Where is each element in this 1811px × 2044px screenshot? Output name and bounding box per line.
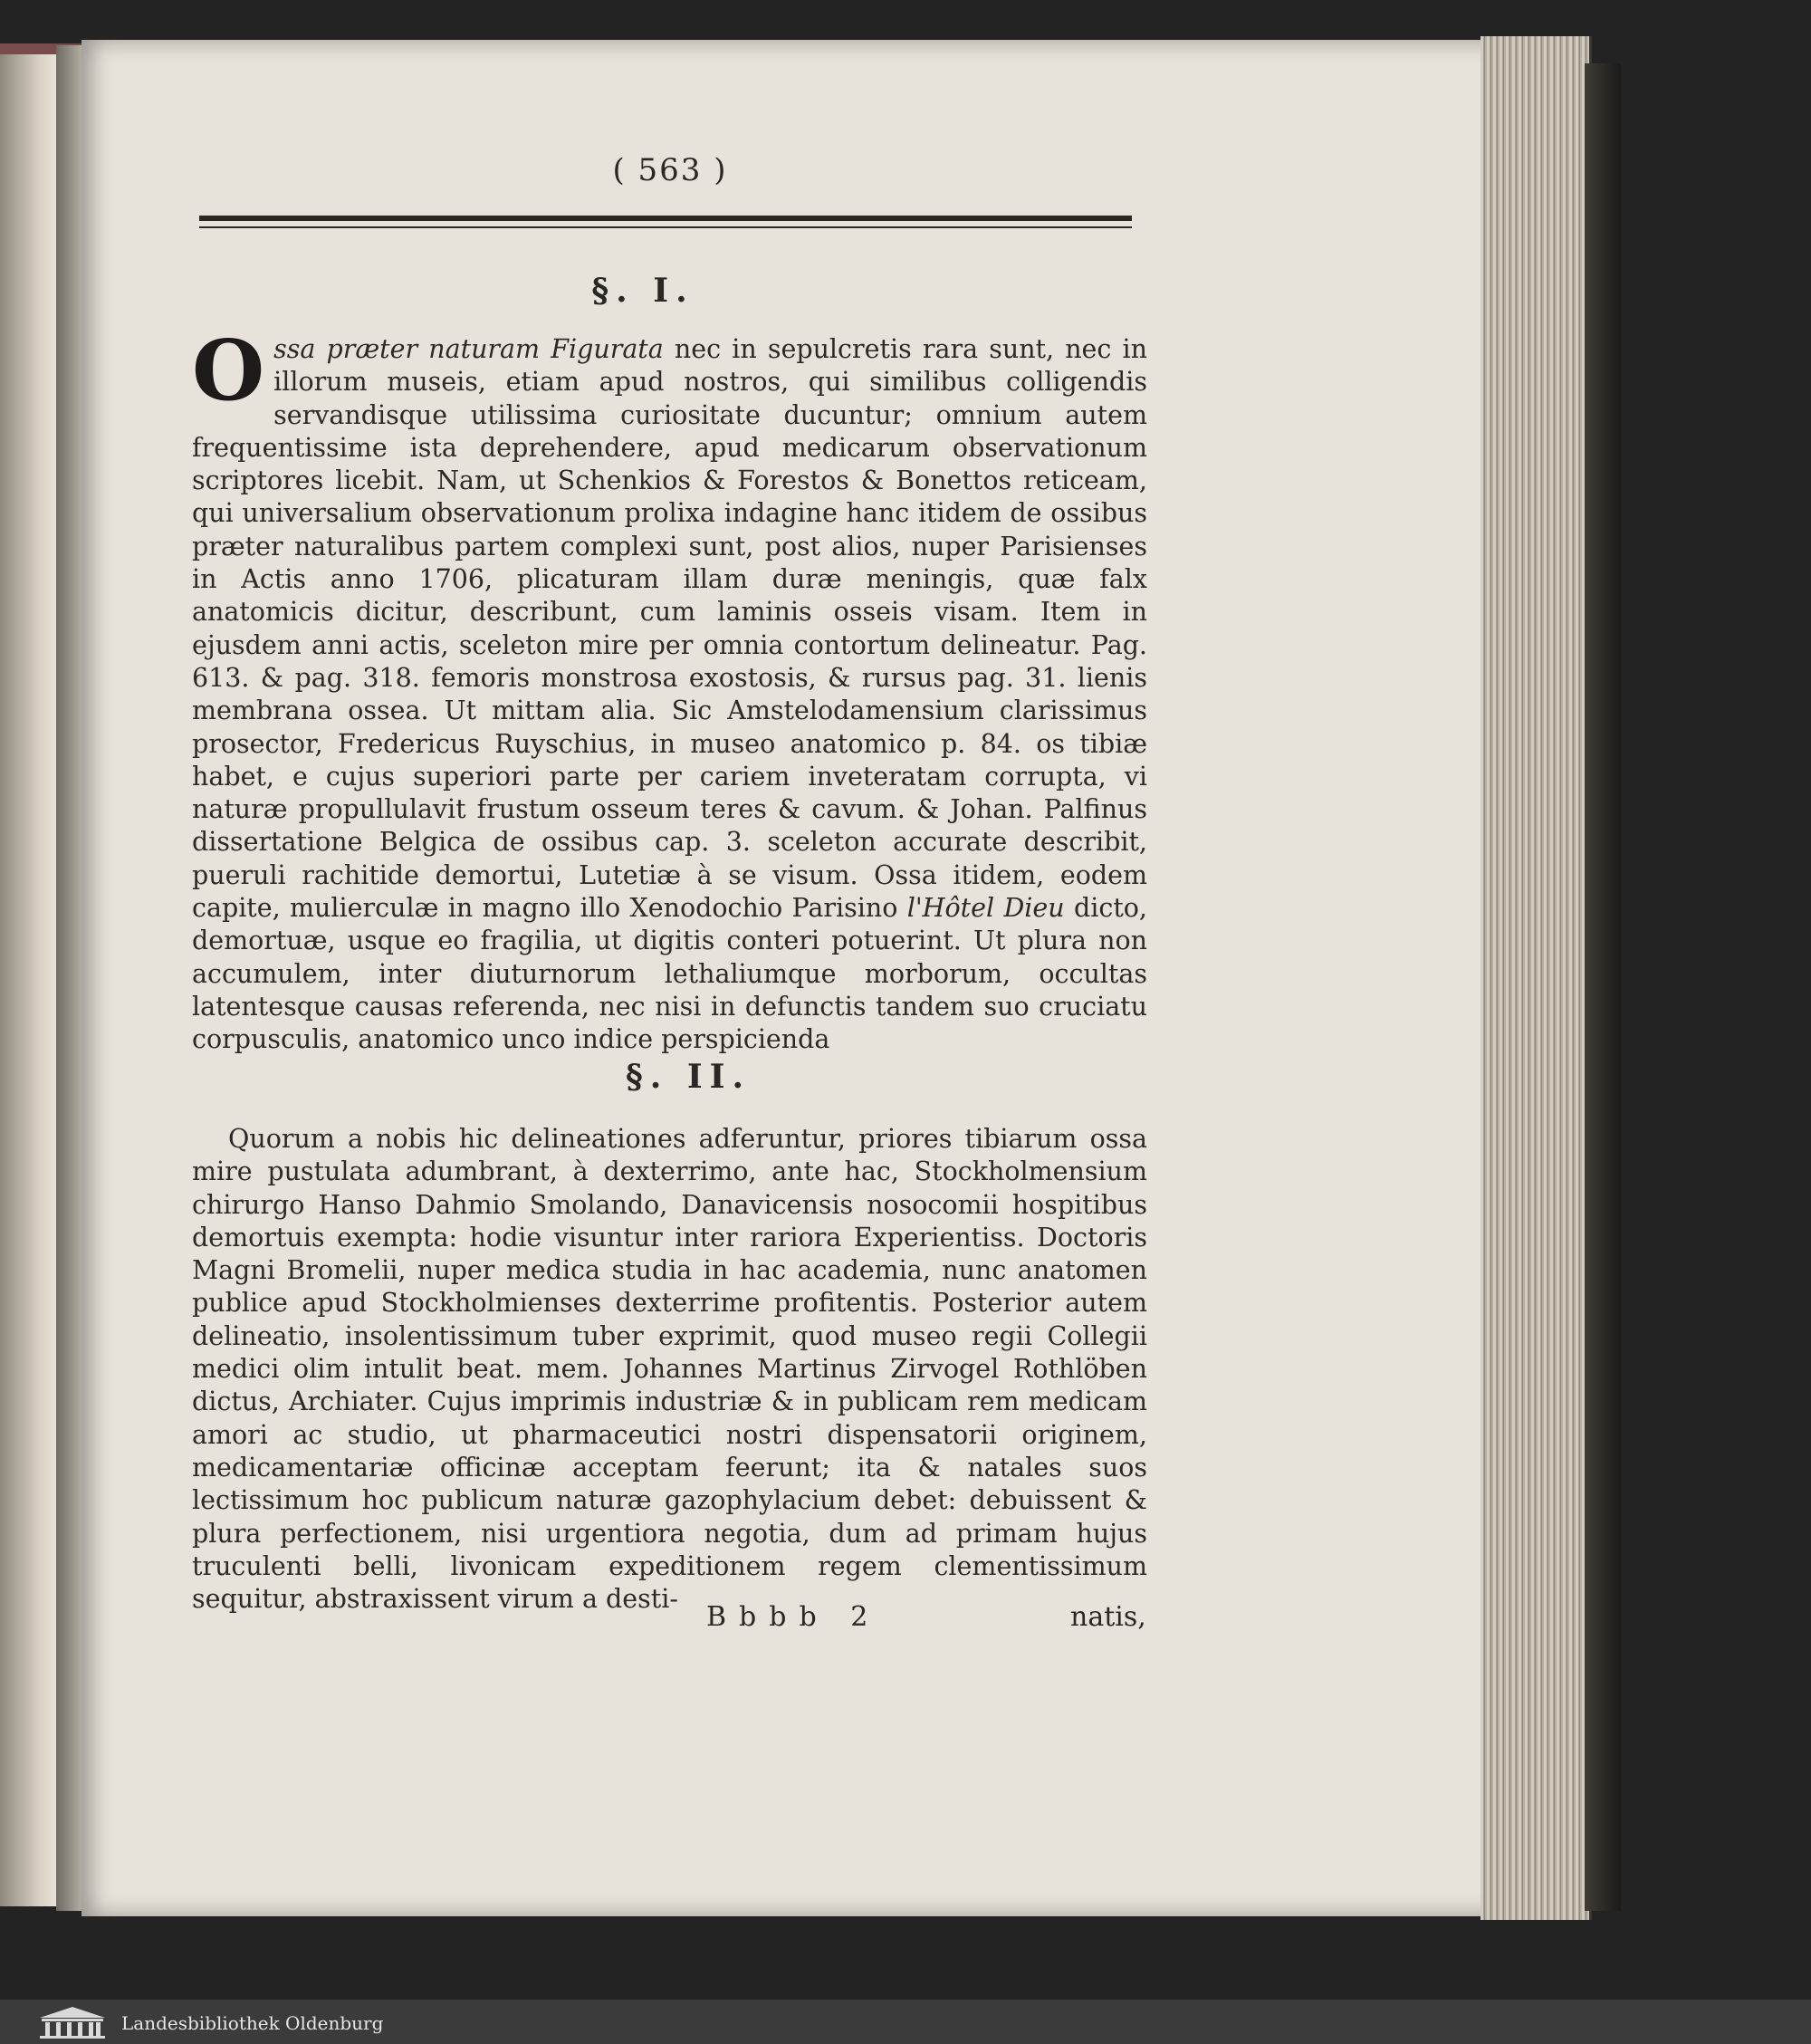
section-1-paragraph xyxy=(192,321,1147,1057)
page-edges xyxy=(1480,36,1592,1920)
library-name[interactable]: Landesbibliothek Oldenburg xyxy=(121,2012,384,2034)
signature-mark: Bbbb 2 xyxy=(706,1601,881,1633)
library-building-icon xyxy=(36,2005,109,2039)
section-2-paragraph xyxy=(192,1123,1147,1616)
left-page-edge xyxy=(0,54,58,1906)
section-1-text-end: dicto, demortuæ, usque eo fragilia, ut digitis conteri potuerint. Ut plura non accumulem, inter diuturnorum lethaliumque morborum, occultas latentesque causas referenda, nec nisi in defunctis tandem suo cruciatu corpusculis, anatomico unco indice perspicienda xyxy=(192,893,1147,1055)
header-rule-thin xyxy=(199,226,1132,228)
header-rule xyxy=(199,216,1132,221)
catchword: natis, xyxy=(1070,1601,1146,1633)
drop-cap: O xyxy=(192,321,265,419)
section-1-heading: §. I. xyxy=(591,272,695,310)
italic-lead: ssa præter naturam Figurata xyxy=(273,334,664,364)
section-2-text: Quorum a nobis hic delineationes adferuntur, priores tibiarum ossa mire pustulata adumbrant, à dexterrimo, ante hac, Stockholmensium chirurgo Hanso Dahmio Smolando, Danavicensis nosocomii hospitibus demortuis exempta: hodie visuntur inter rariora Experientiss. Doctoris Magni Bromelii, nuper medica studia in hac academia, nunc anatomen publice apud Stockholmienses dexterrime profitentis. Posterior autem delineatio, insolentissimum tuber exprimit, quod museo regii Collegii medici olim intulit beat. mem. Johannes Martinus Zirvogel Rothlöben dictus, Archiater. Cujus imprimis industriæ & in publicam rem medicam amori ac studio, ut pharmaceutici nostri dispensatorii originem, medicamentariæ officinæ acceptam feerunt; ita & natales suos lectissimum hoc publicum naturæ gazophylacium debet: debuissent & plura perfectionem, nisi urgentiora negotia, dum ad primam hujus truculenti belli, livonicam expeditionem regem clementissimum sequitur, abstraxissent virum a desti- xyxy=(192,1124,1147,1615)
book-cover-right xyxy=(1585,63,1621,1911)
section-2-heading: §. II. xyxy=(625,1058,752,1096)
section-1-text: nec in sepulcretis rara sunt, nec in illorum museis, etiam apud nostros, qui similibus colligendis servandisque utilissima curiositate ducuntur; omnium autem frequentissime ista deprehendere, apud medicarum observationum scriptores licebit. Nam, ut Schenkios & Forestos & Bonettos reticeam, qui universalium observationum prolixa indagine hanc itidem de ossibus præter naturalibus partem complexi sunt, post alios, nuper Parisienses in Actis anno 1706, plicaturam illam duræ meningis, quæ falx anatomicis dicitur, describunt, cum laminis osseis visam. Item in ejusdem anni actis, sceleton mire per omnia contortum delineatur. Pag. 613. & pag. 318. femoris monstrosa exostosis, & rursus pag. 31. lienis membrana ossea. Ut mittam alia. Sic Amstelodamensium clarissimus prosector, Fredericus Ruyschius, in museo anatomico p. 84. os tibiæ habet, e cujus superiori parte per cariem inveteratam corrupta, vi naturæ propullulavit frustum osseum teres & cavum. & Johan. Palfinus dissertatione Belgica de ossibus cap. 3. sceleton accurate describit, pueruli rachitide demortui, Lutetiæ à se visum. Ossa itidem, eodem capite, mulierculæ in magno illo Xenodochio Parisino xyxy=(192,334,1147,924)
page-number: ( 563 ) xyxy=(612,152,728,188)
italic-inline: l'Hôtel Dieu xyxy=(906,893,1065,924)
